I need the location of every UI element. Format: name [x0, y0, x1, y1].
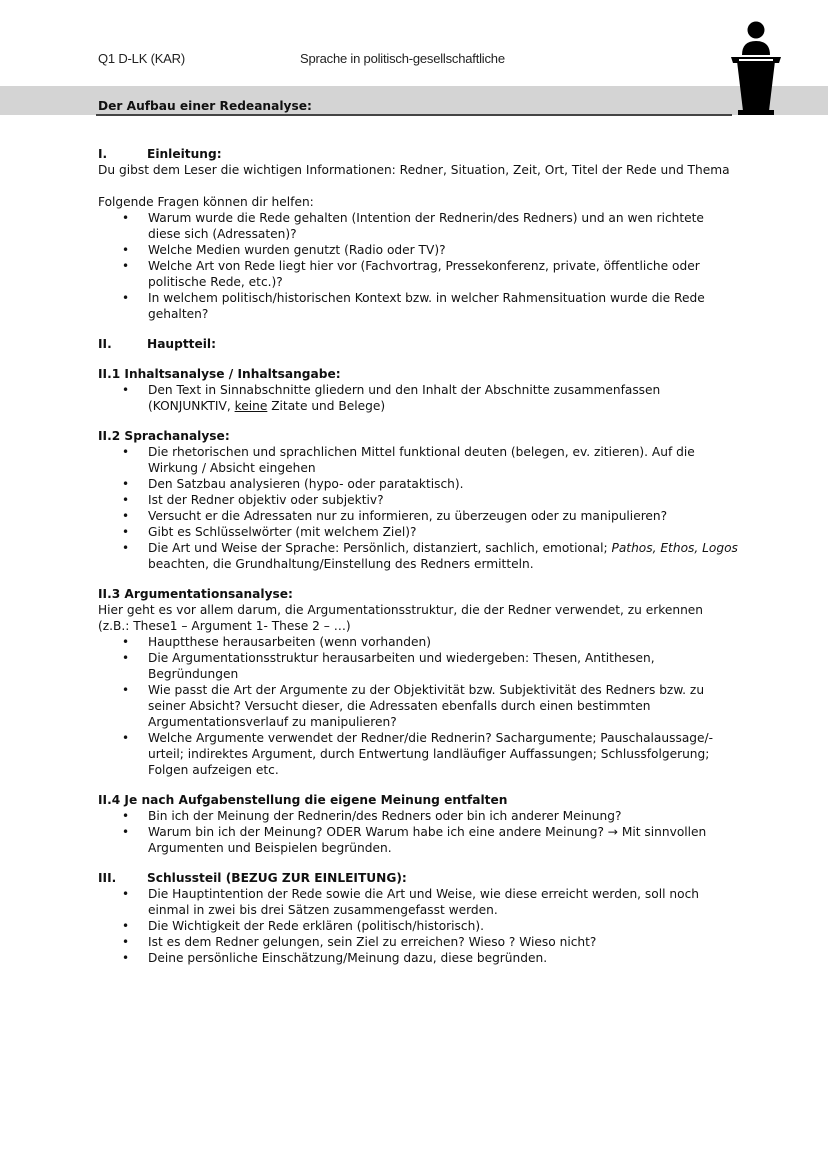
einleitung-intro: Du gibst dem Leser die wichtigen Informationen: Redner, Situation, Zeit, Ort, Titel der Rede und Thema [98, 163, 730, 177]
page-title: Der Aufbau einer Redeanalyse: [98, 99, 312, 113]
questions-lead: Folgende Fragen können dir helfen: [98, 195, 314, 209]
list-item: • Den Text in Sinnabschnitte gliedern und den Inhalt der Abschnitte zusammenfassen (KONJUNKTIV, keine Zitate und Belege) [98, 382, 738, 414]
section-title: Hauptteil: [147, 337, 216, 351]
inhaltsanalyse-list [98, 382, 738, 414]
list-item: • Warum wurde die Rede gehalten (Intention der Rednerin/des Redners) und an wen richtete diese sich (Adressaten)? [98, 210, 738, 242]
list-item: • In welchem politisch/historischen Kontext bzw. in welcher Rahmensituation wurde die Rede gehalten? [98, 290, 738, 322]
section-heading-einleitung [98, 146, 738, 162]
list-item: • Welche Medien wurden genutzt (Radio oder TV)? [98, 242, 738, 258]
list-item: • Die Argumentationsstruktur herausarbeiten und wiedergeben: Thesen, Antithesen, Begründungen [98, 650, 738, 682]
list-item: • Welche Art von Rede liegt hier vor (Fachvortrag, Pressekonferenz, private, öffentliche oder politische Rede, etc.)? [98, 258, 738, 290]
list-item: • Die Wichtigkeit der Rede erklären (politisch/historisch). [98, 918, 738, 934]
section-number: I. [98, 147, 108, 161]
list-item: • Ist der Redner objektiv oder subjektiv? [98, 492, 738, 508]
list-item: • Warum bin ich der Meinung? ODER Warum habe ich eine andere Meinung? → Mit sinnvollen Argumenten und Beispielen begründen. [98, 824, 738, 856]
argumentationsanalyse-intro: Hier geht es vor allem darum, die Argumentationsstruktur, die der Redner verwendet, zu erkennen (z.B.: These1 – Argument 1- These 2 – …) [98, 603, 704, 633]
emphasis-underline: keine [234, 399, 268, 413]
sprachanalyse-list [98, 444, 738, 572]
list-item: • Die Art und Weise der Sprache: Persönlich, distanziert, sachlich, emotional; Pathos, Ethos, Logos beachten, die Grundhaltung/Einstellung des Redners ermitteln. [98, 540, 738, 572]
title-underline [96, 114, 732, 116]
argumentationsanalyse-list [98, 634, 738, 778]
list-item: • Welche Argumente verwendet der Redner/die Rednerin? Sachargumente; Pauschalaussage/-urteil; indirektes Argument, durch Entwertung landläufiger Auffassungen; Schlussfolgerung; Folgen aufzeigen etc. [98, 730, 738, 778]
section-title: Schlussteil (BEZUG ZUR EINLEITUNG): [147, 871, 407, 885]
speaker-podium-icon [729, 19, 783, 117]
section-number: III. [98, 871, 117, 885]
list-item: • Die rhetorischen und sprachlichen Mittel funktional deuten (belegen, ev. zitieren). Auf die Wirkung / Absicht eingehen [98, 444, 738, 476]
list-item: • Versucht er die Adressaten nur zu informieren, zu überzeugen oder zu manipulieren? [98, 508, 738, 524]
section-title: Einleitung: [147, 147, 222, 161]
section-heading-schlussteil [98, 870, 738, 886]
list-item: • Gibt es Schlüsselwörter (mit welchem Ziel)? [98, 524, 738, 540]
document-body [98, 146, 738, 966]
course-label: Q1 D-LK (KAR) [98, 51, 185, 66]
list-item: • Bin ich der Meinung der Rednerin/des Redners oder bin ich anderer Meinung? [98, 808, 738, 824]
list-item: • Wie passt die Art der Argumente zu der Objektivität bzw. Subjektivität des Redners bzw. zu seiner Absicht? Versucht dieser, die Adressaten ebenfalls durch einen bestimmten Argumentationsverlauf zu manipulieren? [98, 682, 738, 730]
schlussteil-list [98, 886, 738, 966]
list-item: • Deine persönliche Einschätzung/Meinung dazu, diese begründen. [98, 950, 738, 966]
emphasis-italic: Pathos, Ethos, Logos [611, 541, 738, 555]
list-item: • Die Hauptintention der Rede sowie die Art und Weise, wie diese erreicht werden, soll noch einmal in zwei bis drei Sätzen zusammengefasst werden. [98, 886, 738, 918]
section-heading-hauptteil [98, 336, 738, 352]
einleitung-list [98, 210, 738, 322]
list-item: • Hauptthese herausarbeiten (wenn vorhanden) [98, 634, 738, 650]
section-heading-meinung: II.4 Je nach Aufgabenstellung die eigene Meinung entfalten [98, 793, 508, 807]
section-heading-sprachanalyse: II.2 Sprachanalyse: [98, 429, 230, 443]
section-number: II. [98, 337, 112, 351]
meinung-list [98, 808, 738, 856]
topic-label: Sprache in politisch-gesellschaftliche [300, 51, 505, 66]
section-heading-argumentationsanalyse: II.3 Argumentationsanalyse: [98, 587, 293, 601]
list-item: • Ist es dem Redner gelungen, sein Ziel zu erreichen? Wieso ? Wieso nicht? [98, 934, 738, 950]
list-item: • Den Satzbau analysieren (hypo- oder parataktisch). [98, 476, 738, 492]
section-heading-inhaltsanalyse: II.1 Inhaltsanalyse / Inhaltsangabe: [98, 367, 341, 381]
